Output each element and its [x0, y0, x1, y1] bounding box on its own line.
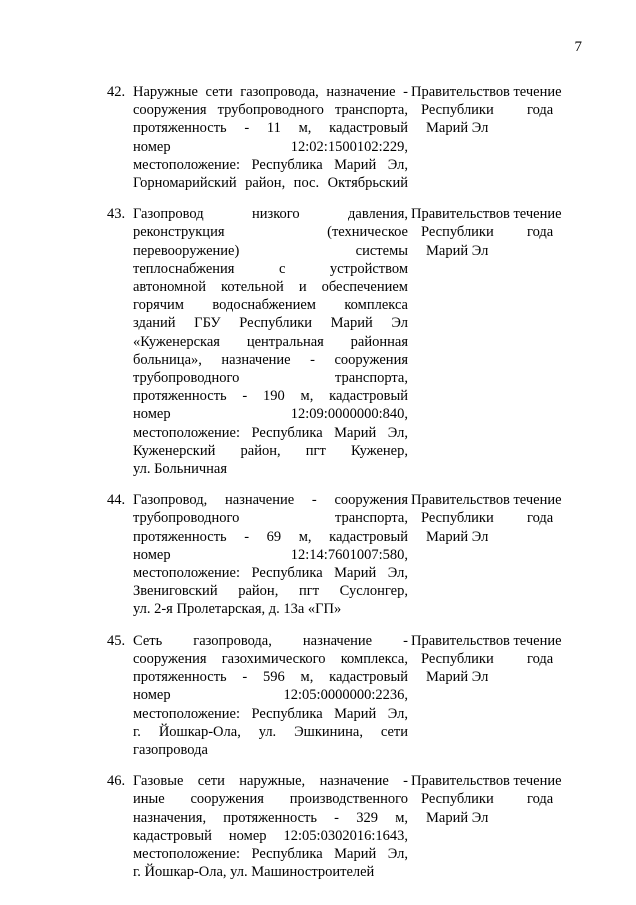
- entry-recipient: [411, 83, 503, 138]
- term-line: года: [527, 102, 554, 119]
- entry-line: сооружения газохимического комплекса,: [133, 650, 408, 667]
- entry-line: сооружения трубопроводного транспорта,: [133, 102, 408, 119]
- recipient-line: Марий Эл: [426, 242, 489, 259]
- entry-line: г. Йошкар-Ола, ул. Эшкинина, сети: [133, 723, 408, 740]
- entry-line: кадастровый номер 12:05:0302016:1643,: [133, 827, 408, 844]
- entry-line: реконструкция (техническое: [133, 224, 408, 241]
- entry-line: Сеть газопровода, назначение -: [133, 632, 408, 649]
- recipient-line: Марий Эл: [426, 809, 489, 826]
- entry-recipient: [411, 772, 503, 827]
- entry-line: автономной котельной и обеспечением: [133, 279, 408, 296]
- entry-line: номер 12:02:1500102:229,: [133, 138, 408, 155]
- term-line: в течение: [503, 206, 562, 223]
- entry-line: Звениговский район, пгт Суслонгер,: [133, 583, 408, 600]
- term-line: года: [527, 791, 554, 808]
- entry-term: [503, 83, 573, 119]
- entry-number: 43.: [107, 206, 126, 223]
- term-line: года: [527, 510, 554, 527]
- entry-description: [133, 491, 408, 618]
- entry-line: местоположение: Республика Марий Эл,: [133, 424, 408, 441]
- page-number: 7: [574, 39, 582, 55]
- entry-line: номер 12:09:0000000:840,: [133, 406, 408, 423]
- recipient-line: Правительство: [411, 206, 504, 223]
- entry-number: 45.: [107, 632, 126, 649]
- list-item: [0, 491, 636, 618]
- entry-number: 44.: [107, 492, 126, 509]
- entry-line: назначения, протяженность - 329 м,: [133, 809, 408, 826]
- entry-term: [503, 491, 573, 527]
- entry-line: горячим водоснабжением комплекса: [133, 297, 408, 314]
- recipient-line: Республики: [421, 650, 494, 667]
- recipient-line: Республики: [421, 224, 494, 241]
- entries-list: [0, 83, 636, 894]
- entry-line: Наружные сети газопровода, назначение -: [133, 84, 408, 100]
- entry-term: [503, 772, 573, 808]
- entry-line: теплоснабжения с устройством: [133, 260, 408, 277]
- term-line: года: [527, 650, 554, 667]
- entry-description: [133, 83, 408, 192]
- entry-line: протяженность - 596 м, кадастровый: [133, 669, 408, 686]
- entry-line: номер 12:05:0000000:2236,: [133, 687, 408, 704]
- entry-line: Газопровод низкого давления,: [133, 206, 408, 223]
- recipient-line: Марий Эл: [426, 120, 489, 137]
- entry-line: номер 12:14:7601007:580,: [133, 546, 408, 563]
- entry-line: протяженность - 11 м, кадастровый: [133, 120, 408, 137]
- term-line: в течение: [503, 773, 562, 790]
- term-line: в течение: [503, 492, 562, 509]
- entry-description: [133, 205, 408, 478]
- term-line: в течение: [503, 632, 562, 649]
- entry-line: перевооружение) системы: [133, 242, 408, 259]
- recipient-line: Правительство: [411, 84, 504, 100]
- recipient-line: Правительство: [411, 492, 504, 509]
- entry-recipient: [411, 632, 503, 687]
- term-line: в течение: [503, 84, 562, 100]
- entry-number: 46.: [107, 773, 126, 790]
- recipient-line: Республики: [421, 510, 494, 527]
- list-item: [0, 772, 636, 881]
- entry-line: местоположение: Республика Марий Эл,: [133, 845, 408, 862]
- entry-line: Горномарийский район, пос. Октябрьский: [133, 175, 408, 192]
- entry-line: протяженность - 69 м, кадастровый: [133, 528, 408, 545]
- recipient-line: Правительство: [411, 632, 504, 649]
- entry-line: Куженерский район, пгт Куженер,: [133, 442, 408, 459]
- entry-line: ул. Больничная: [133, 461, 228, 478]
- entry-description: [133, 632, 408, 759]
- entry-number: 42.: [107, 84, 126, 100]
- entry-line: протяженность - 190 м, кадастровый: [133, 388, 408, 405]
- entry-description: [133, 772, 408, 881]
- entry-line: г. Йошкар-Ола, ул. Машиностроителей: [133, 864, 375, 881]
- list-item: [0, 205, 636, 478]
- entry-line: местоположение: Республика Марий Эл,: [133, 705, 408, 722]
- entry-line: Газовые сети наружные, назначение -: [133, 773, 408, 790]
- entry-line: Газопровод, назначение - сооружения: [133, 492, 408, 509]
- recipient-line: Марий Эл: [426, 669, 489, 686]
- entry-recipient: [411, 205, 503, 260]
- entry-line: «Куженерская центральная районная: [133, 333, 408, 350]
- entry-line: местоположение: Республика Марий Эл,: [133, 565, 408, 582]
- entry-line: газопровода: [133, 741, 208, 758]
- entry-line: больница», назначение - сооружения: [133, 351, 408, 368]
- recipient-line: Марий Эл: [426, 528, 489, 545]
- entry-term: [503, 632, 573, 668]
- entry-recipient: [411, 491, 503, 546]
- entry-line: ул. 2-я Пролетарская, д. 13а «ГП»: [133, 601, 342, 618]
- entry-line: трубопроводного транспорта,: [133, 510, 408, 527]
- entry-line: иные сооружения производственного: [133, 791, 408, 808]
- list-item: [0, 632, 636, 759]
- entry-term: [503, 205, 573, 241]
- entry-line: зданий ГБУ Республики Марий Эл: [133, 315, 408, 332]
- list-item: [0, 83, 636, 192]
- recipient-line: Правительство: [411, 773, 504, 790]
- entry-line: местоположение: Республика Марий Эл,: [133, 156, 408, 173]
- term-line: года: [527, 224, 554, 241]
- entry-line: трубопроводного транспорта,: [133, 370, 408, 387]
- recipient-line: Республики: [421, 791, 494, 808]
- recipient-line: Республики: [421, 102, 494, 119]
